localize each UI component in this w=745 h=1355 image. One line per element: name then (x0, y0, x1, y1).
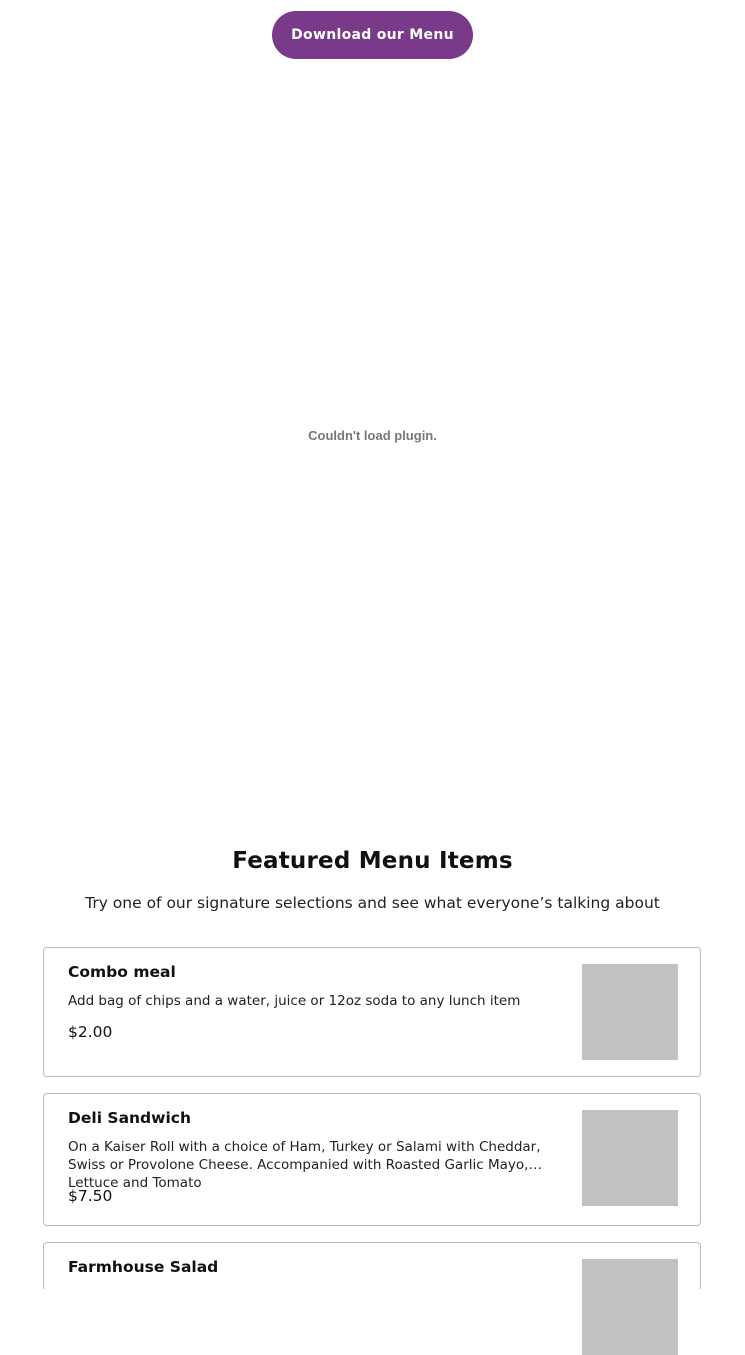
download-menu-button[interactable]: Download our Menu (272, 11, 473, 59)
menu-item-card[interactable] (43, 947, 701, 1077)
plugin-error-message: Couldn't load plugin. (308, 427, 437, 443)
menu-item-price: $2.00 (68, 1023, 113, 1041)
menu-item-image-placeholder (582, 1110, 678, 1206)
menu-item-name: Deli Sandwich (68, 1109, 192, 1127)
menu-item-text (68, 962, 560, 1042)
menu-item-name: Combo meal (68, 963, 176, 981)
menu-item-text (68, 1257, 560, 1277)
menu-item-card[interactable] (43, 1093, 701, 1226)
menu-item-price: $7.50 (68, 1187, 113, 1205)
menu-item-name: Farmhouse Salad (68, 1258, 219, 1276)
menu-item-text (68, 1108, 560, 1206)
menu-item-image-placeholder (582, 1259, 678, 1355)
menu-item-description: Add bag of chips and a water, juice or 12oz soda to any lunch item (68, 993, 521, 1009)
menu-item-image-placeholder (582, 964, 678, 1060)
plugin-placeholder (0, 75, 745, 795)
featured-title: Featured Menu Items (232, 848, 513, 874)
menu-item-description: On a Kaiser Roll with a choice of Ham, Turkey or Salami with Cheddar, Swiss or Provolone Cheese. Accompanied with Roasted Garlic Mayo, Lettuce and Tomato (68, 1139, 541, 1191)
featured-subtitle: Try one of our signature selections and see what everyone’s talking about (85, 894, 660, 912)
menu-item-card[interactable] (43, 1242, 701, 1289)
